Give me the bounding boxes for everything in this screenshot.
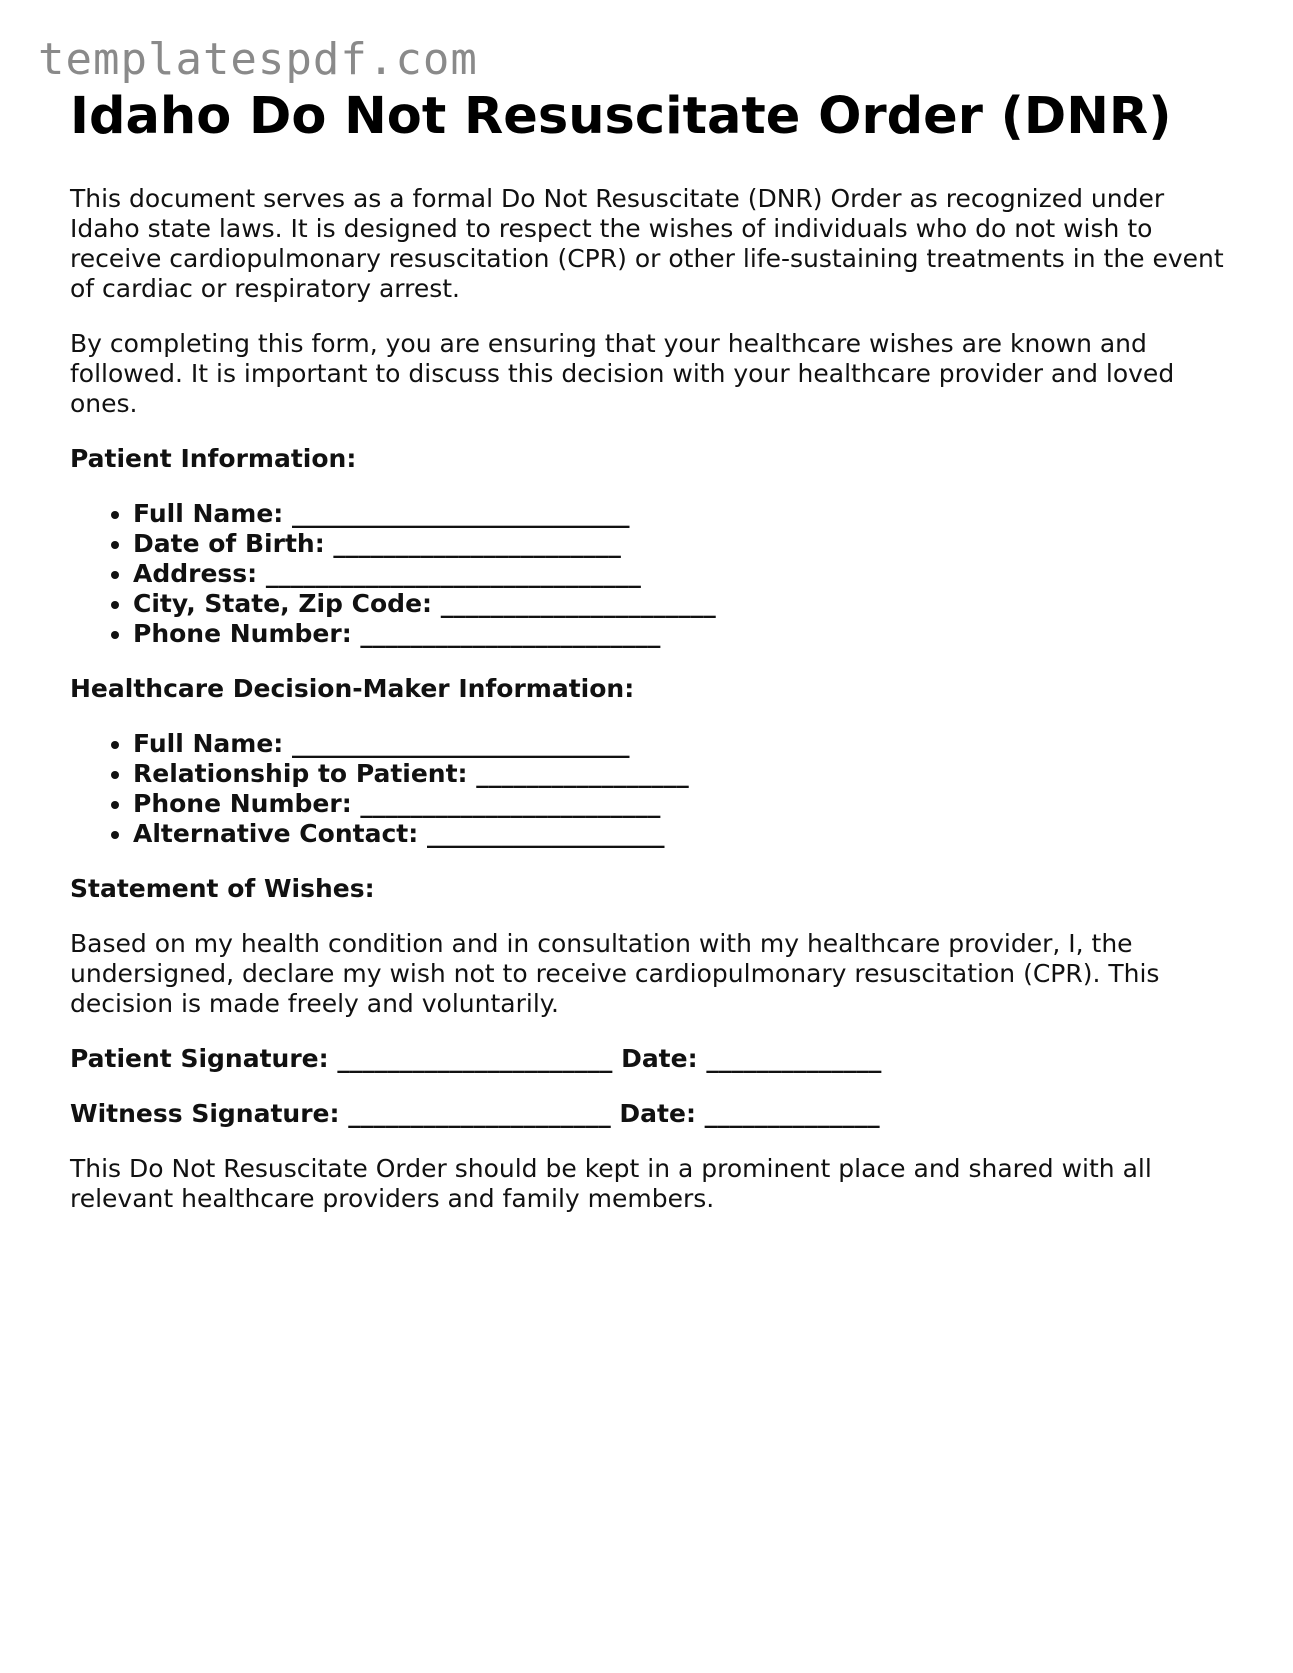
decision-maker-relationship-field[interactable]	[133, 759, 1240, 789]
field-blank[interactable]: ______________________	[440, 589, 716, 618]
field-label: Full Name:	[133, 499, 284, 528]
witness-signature-line[interactable]	[70, 1099, 1240, 1129]
page-title: Idaho Do Not Resuscitate Order (DNR)	[70, 87, 1172, 146]
statement-of-wishes-heading: Statement of Wishes:	[70, 874, 375, 903]
patient-date-blank[interactable]: ______________	[706, 1044, 882, 1073]
decision-maker-phone-field[interactable]	[133, 789, 1240, 819]
witness-signature-blank[interactable]: _____________________	[348, 1099, 611, 1128]
field-label: City, State, Zip Code:	[133, 589, 433, 618]
field-label: Alternative Contact:	[133, 819, 419, 848]
field-label: Phone Number:	[133, 789, 352, 818]
patient-dob-field[interactable]	[133, 529, 1240, 559]
patient-signature-label: Patient Signature:	[70, 1044, 329, 1073]
field-label: Address:	[133, 559, 258, 588]
decision-maker-heading: Healthcare Decision-Maker Information:	[70, 674, 635, 703]
field-blank[interactable]: ______________________________	[265, 559, 641, 588]
decision-maker-full-name-field[interactable]	[133, 729, 1240, 759]
field-label: Phone Number:	[133, 619, 352, 648]
field-blank[interactable]: ________________________	[360, 619, 661, 648]
patient-city-state-zip-field[interactable]	[133, 589, 1240, 619]
field-blank[interactable]: ___________________________	[292, 499, 630, 528]
patient-signature-line[interactable]	[70, 1044, 1240, 1074]
patient-phone-field[interactable]	[133, 619, 1240, 649]
intro-paragraph-1: This document serves as a formal Do Not Resuscitate (DNR) Order as recognized under Idaho state laws. It is designed to respect the wishes of individuals who do not wish to receive cardiopulmonary resuscitation (CPR) or other life-sustaining treatments in the event of cardiac or respiratory arrest.	[70, 184, 1224, 303]
patient-info-heading: Patient Information:	[70, 444, 357, 473]
closing-paragraph: This Do Not Resuscitate Order should be kept in a prominent place and shared with all relevant healthcare providers and family members.	[70, 1154, 1152, 1213]
witness-date-label: Date:	[619, 1099, 696, 1128]
patient-info-list	[70, 499, 1240, 649]
statement-of-wishes-text: Based on my health condition and in consultation with my healthcare provider, I, the undersigned, declare my wish not to receive cardiopulmonary resuscitation (CPR). This decision is made freely and voluntarily.	[70, 929, 1160, 1018]
field-label: Date of Birth:	[133, 529, 325, 558]
decision-maker-alt-contact-field[interactable]	[133, 819, 1240, 849]
witness-signature-label: Witness Signature:	[70, 1099, 340, 1128]
field-label: Relationship to Patient:	[133, 759, 468, 788]
field-blank[interactable]: _______________________	[333, 529, 621, 558]
field-blank[interactable]: ________________________	[360, 789, 661, 818]
field-blank[interactable]: _________________	[476, 759, 689, 788]
watermark: templatespdf.com	[38, 34, 478, 85]
patient-date-label: Date:	[621, 1044, 698, 1073]
document-body	[70, 184, 1240, 1239]
field-blank[interactable]: ___________________________	[292, 729, 630, 758]
patient-full-name-field[interactable]	[133, 499, 1240, 529]
patient-signature-blank[interactable]: ______________________	[337, 1044, 613, 1073]
witness-date-blank[interactable]: ______________	[704, 1099, 880, 1128]
field-label: Full Name:	[133, 729, 284, 758]
patient-address-field[interactable]	[133, 559, 1240, 589]
field-blank[interactable]: ___________________	[426, 819, 665, 848]
intro-paragraph-2: By completing this form, you are ensuring that your healthcare wishes are known and followed. It is important to discuss this decision with your healthcare provider and loved ones.	[70, 329, 1175, 418]
decision-maker-list	[70, 729, 1240, 849]
